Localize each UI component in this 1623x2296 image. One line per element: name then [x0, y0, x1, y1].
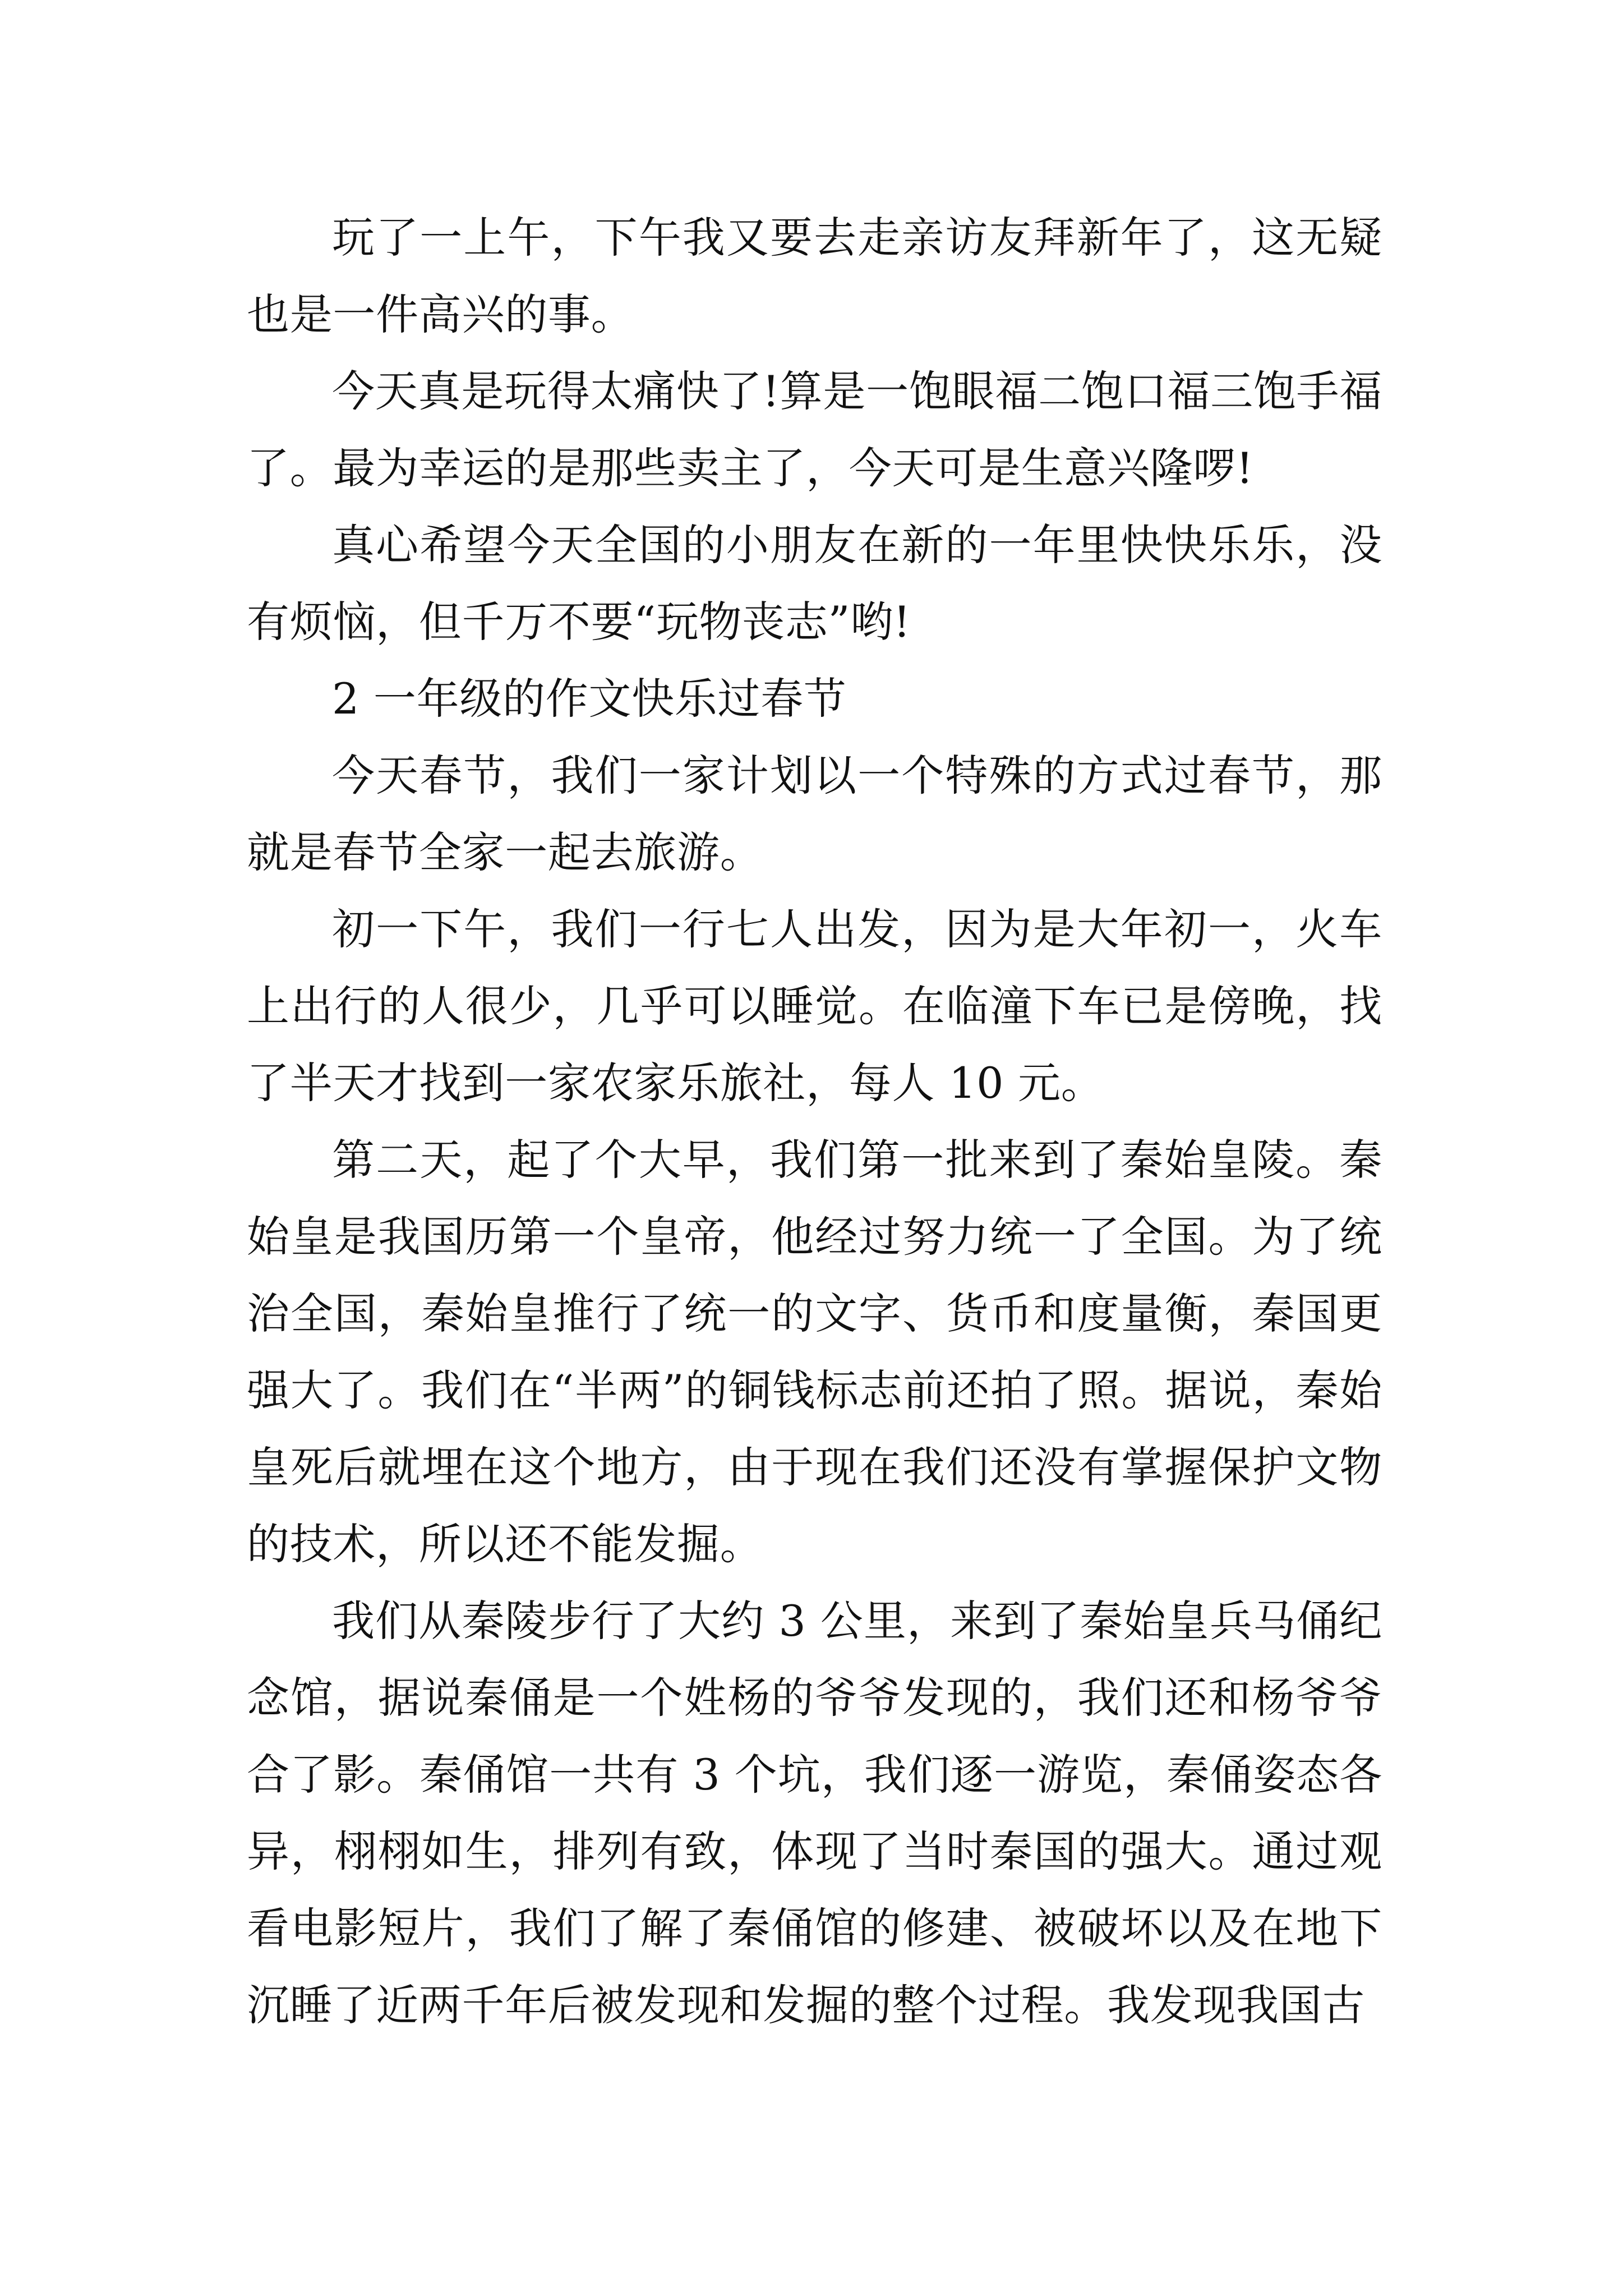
paragraph: 我们从秦陵步行了大约 3 公里，来到了秦始皇兵马俑纪念馆，据说秦俑是一个姓杨的爷爷发现的，我们还和杨爷爷合了影。秦俑馆一共有 3 个坑，我们逐一游览，秦俑姿态各异，栩栩如生，排列有致，体现了当时秦国的强大。通过观看电影短片，我们了解了秦俑馆的修建、被破坏以及在地下沉睡了近两千年后被发现和发掘的整个过程。我发现我国古: [247, 1596, 1382, 2030]
section-heading: 2 一年级的作文快乐过春节: [332, 674, 847, 724]
paragraph: 真心希望今天全国的小朋友在新的一年里快快乐乐，没有烦恼，但千万不要“玩物丧志”哟!: [247, 520, 1382, 647]
paragraph: 今天真是玩得太痛快了!算是一饱眼福二饱口福三饱手福了。最为幸运的是那些卖主了，今天可是生意兴隆啰!: [247, 366, 1382, 493]
paragraph: 今天春节，我们一家计划以一个特殊的方式过春节，那就是春节全家一起去旅游。: [247, 751, 1382, 877]
paragraph: 玩了一上午，下午我又要去走亲访友拜新年了，这无疑也是一件高兴的事。: [247, 213, 1382, 339]
document-body: [247, 199, 1382, 2044]
paragraph: 初一下午，我们一行七人出发，因为是大年初一，火车上出行的人很少，几乎可以睡觉。在临潼下车已是傍晚，找了半天才找到一家农家乐旅社，每人 10 元。: [247, 904, 1382, 1108]
paragraph: 第二天，起了个大早，我们第一批来到了秦始皇陵。秦始皇是我国历第一个皇帝，他经过努力统一了全国。为了统治全国，秦始皇推行了统一的文字、货币和度量衡，秦国更强大了。我们在“半两”的铜钱标志前还拍了照。据说，秦始皇死后就埋在这个地方，由于现在我们还没有掌握保护文物的技术，所以还不能发掘。: [247, 1135, 1382, 1569]
